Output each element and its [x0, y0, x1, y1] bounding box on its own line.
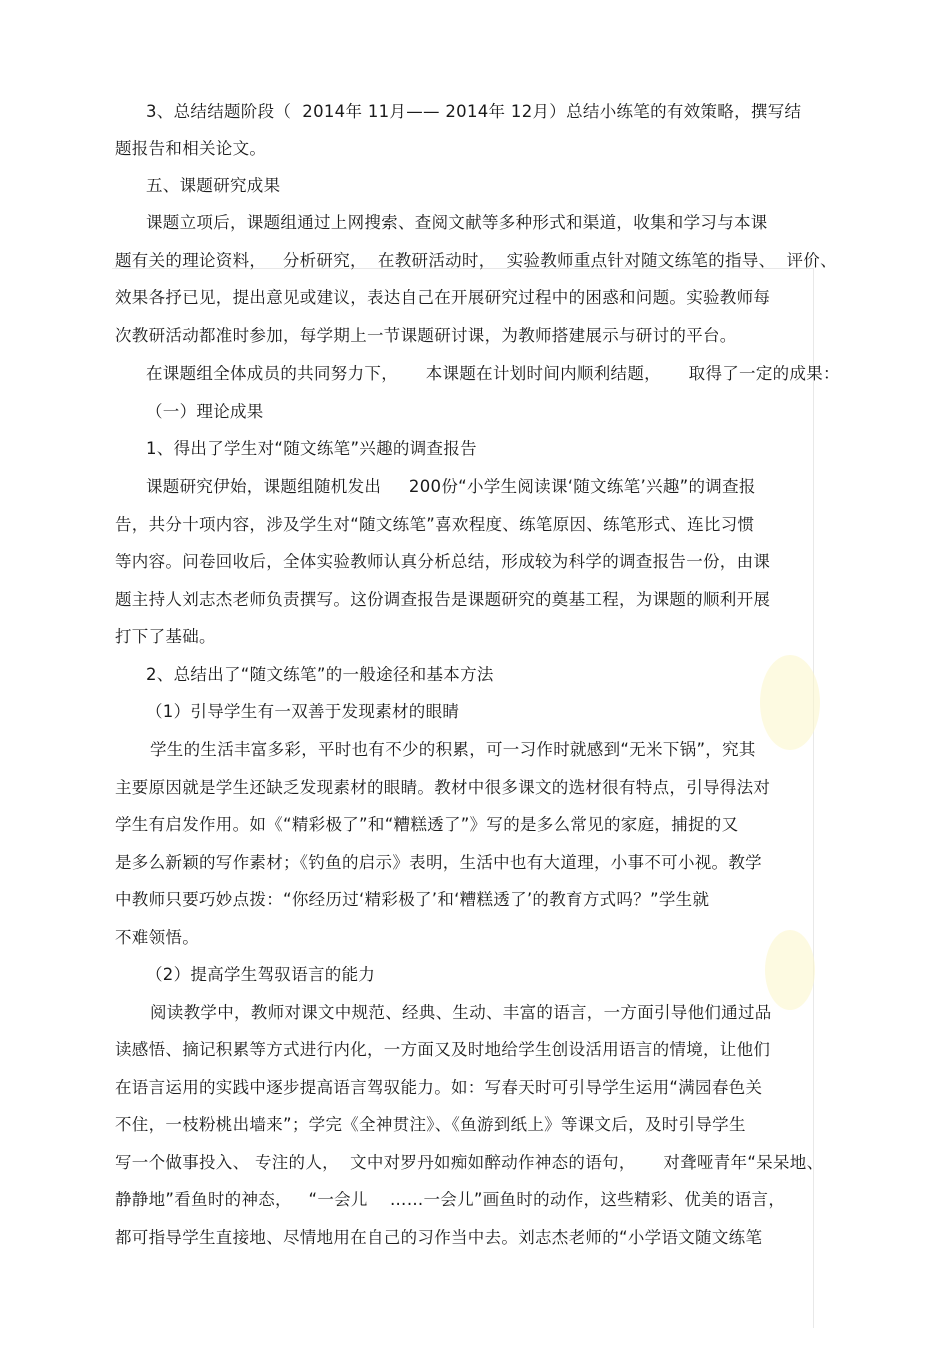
text-line: 学生的生活丰富多彩，平时也有不少的积累，可一习作时就感到“无米下锅”，究其 — [150, 740, 756, 759]
subitem-heading: （1）引导学生有一双善于发现素材的眼睛 — [146, 702, 460, 721]
text-line: 课题研究伊始，课题组随机发出 200份“小学生阅读课‘随文练笔’兴趣”的调查报 — [146, 477, 756, 496]
item-heading: 2、总结出了“随文练笔”的一般途径和基本方法 — [146, 665, 494, 684]
section-heading: 五、课题研究成果 — [146, 176, 281, 195]
text-line: 不难领悟。 — [115, 928, 199, 947]
text-line: 不住，一枝粉桃出墙来”；学完《全神贯注》、《鱼游到纸上》等课文后，及时引导学生 — [115, 1115, 746, 1134]
text-line: 是多么新颖的写作素材；《钓鱼的启示》表明，生活中也有大道理，小事不可小视。教学 — [115, 853, 762, 872]
text-line: 写一个做事投入、 专注的人， 文中对罗丹如痴如醉动作神态的语句， 对聋哑青年“呆呆地、 — [115, 1153, 824, 1172]
text-line: 效果各抒已见，提出意见或建议，表达自己在开展研究过程中的困惑和问题。实验教师每 — [115, 288, 771, 307]
text-line: 题主持人刘志杰老师负责撰写。这份调查报告是课题研究的奠基工程，为课题的顺利开展 — [115, 590, 771, 609]
text-line: 中教师只要巧妙点拨：“你经历过‘精彩极了’和‘糟糕透了’的教育方式吗？”学生就 — [115, 890, 710, 909]
paper-stain — [760, 655, 820, 750]
subitem-heading: （2）提高学生驾驭语言的能力 — [146, 965, 376, 984]
subsection-heading: （一）理论成果 — [146, 402, 264, 421]
text-line: 在课题组全体成员的共同努力下， 本课题在计划时间内顺利结题， 取得了一定的成果： — [146, 364, 840, 383]
text-line: 3、总结结题阶段（ 2014年 11月—— 2014年 12月）总结小练笔的有效策略，撰写结 — [146, 102, 802, 121]
text-line: 告，共分十项内容，涉及学生对“随文练笔”喜欢程度、练笔原因、练笔形式、连比习惯 — [115, 515, 755, 534]
text-line: 次教研活动都准时参加，每学期上一节课题研讨课，为教师搭建展示与研讨的平台。 — [115, 326, 737, 345]
text-line: 在语言运用的实践中逐步提高语言驾驭能力。如：写春天时可引导学生运用“满园春色关 — [115, 1078, 763, 1097]
text-line: 题有关的理论资料， 分析研究， 在教研活动时， 实验教师重点针对随文练笔的指导、 评价、 — [115, 251, 837, 270]
text-line: 读感悟、摘记积累等方式进行内化，一方面又及时地给学生创设活用语言的情境，让他们 — [115, 1040, 771, 1059]
paper-stain — [765, 930, 815, 1010]
text-line: 课题立项后，课题组通过上网搜索、查阅文献等多种形式和渠道，收集和学习与本课 — [146, 213, 768, 232]
text-line: 学生有启发作用。如《“精彩极了”和“糟糕透了”》写的是多么常见的家庭，捕捉的又 — [115, 815, 739, 834]
text-line: 静静地”看鱼时的神态， “一会儿 ……一会儿”画鱼时的动作，这些精彩、优美的语言， — [115, 1190, 786, 1209]
text-line: 主要原因就是学生还缺乏发现素材的眼睛。教材中很多课文的选材很有特点，引导得法对 — [115, 778, 771, 797]
text-line: 等内容。问卷回收后，全体实验教师认真分析总结，形成较为科学的调查报告一份，由课 — [115, 552, 771, 571]
text-line: 题报告和相关论文。 — [115, 139, 267, 158]
text-line: 都可指导学生直接地、尽情地用在自己的习作当中去。刘志杰老师的“小学语文随文练笔 — [115, 1228, 763, 1247]
text-line: 打下了基础。 — [115, 627, 216, 646]
text-line: 阅读教学中，教师对课文中规范、经典、生动、丰富的语言，一方面引导他们通过品 — [150, 1003, 772, 1022]
item-heading: 1、得出了学生对“随文练笔”兴趣的调查报告 — [146, 439, 477, 458]
